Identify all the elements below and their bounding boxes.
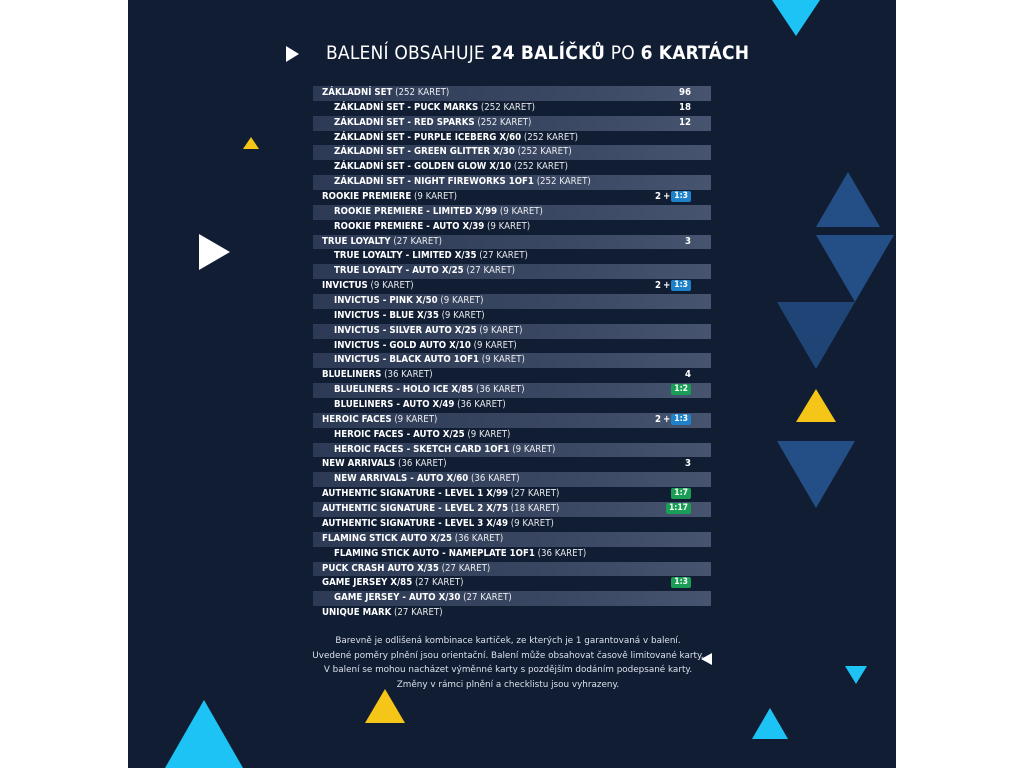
table-row bbox=[313, 413, 711, 428]
row-label bbox=[334, 175, 591, 190]
row-pack-quantity bbox=[666, 502, 691, 517]
row-name: ZÁKLADNÍ SET - PUCK MARKS bbox=[334, 101, 479, 113]
table-row bbox=[313, 190, 711, 205]
row-name: PUCK CRASH AUTO X/35 bbox=[322, 562, 439, 574]
table-row bbox=[313, 368, 711, 383]
row-count: 3 bbox=[684, 235, 691, 247]
row-card-count: (9 KARET) bbox=[391, 413, 438, 425]
row-count: 2 bbox=[655, 413, 662, 425]
plus-sign: + bbox=[663, 280, 671, 292]
row-card-count: (9 KARET) bbox=[479, 354, 525, 366]
row-label bbox=[322, 368, 433, 383]
row-name: HEROIC FACES - AUTO X/25 bbox=[334, 428, 465, 440]
footnote-line-2: Uvedené poměry plnění jsou orientační. Balení může obsahovat časově limitované karty. bbox=[312, 650, 704, 661]
row-name: INVICTUS - PINK X/50 bbox=[334, 295, 438, 307]
row-label bbox=[322, 487, 559, 502]
row-card-count: (9 KARET) bbox=[470, 339, 517, 351]
row-card-count: (27 KARET) bbox=[476, 250, 528, 262]
row-name: AUTHENTIC SIGNATURE - LEVEL 2 X/75 bbox=[322, 503, 509, 515]
checklist-table bbox=[313, 86, 711, 621]
row-pack-quantity bbox=[679, 116, 691, 131]
row-label bbox=[322, 502, 559, 517]
row-card-count: (9 KARET) bbox=[484, 220, 531, 232]
ratio-badge: 1:3 bbox=[671, 577, 691, 588]
row-label bbox=[322, 190, 457, 205]
title-packs: 24 BALÍČKŮ bbox=[490, 42, 606, 64]
table-row bbox=[313, 101, 711, 116]
row-label bbox=[322, 562, 490, 577]
row-card-count: (27 KARET) bbox=[508, 488, 560, 500]
row-name: HEROIC FACES bbox=[322, 413, 392, 425]
row-label bbox=[322, 517, 554, 532]
row-label bbox=[334, 443, 555, 458]
row-pack-quantity bbox=[685, 235, 691, 250]
cyan-triangle-decor-bottom-right bbox=[752, 708, 788, 739]
row-name: INVICTUS - SILVER AUTO X/25 bbox=[334, 324, 477, 336]
row-name: INVICTUS - BLUE X/35 bbox=[334, 309, 439, 321]
table-row bbox=[313, 562, 711, 577]
row-name: ROOKIE PREMIERE - LIMITED X/99 bbox=[334, 205, 498, 217]
row-label bbox=[334, 205, 543, 220]
cyan-triangle-decor-small-right bbox=[845, 666, 867, 684]
row-label bbox=[334, 353, 525, 368]
row-name: AUTHENTIC SIGNATURE - LEVEL 1 X/99 bbox=[322, 488, 509, 500]
row-card-count: (36 KARET) bbox=[534, 547, 587, 559]
row-label bbox=[322, 235, 442, 250]
title-cards: 6 KARTÁCH bbox=[640, 42, 750, 64]
row-card-count: (36 KARET) bbox=[381, 369, 433, 381]
table-row bbox=[313, 428, 711, 443]
row-name: FLAMING STICK AUTO X/25 bbox=[322, 532, 452, 544]
row-card-count: (27 KARET) bbox=[391, 607, 443, 619]
row-name: BLUELINERS - AUTO X/49 bbox=[334, 399, 455, 411]
row-label bbox=[334, 101, 535, 116]
row-label bbox=[334, 591, 512, 606]
table-row bbox=[313, 309, 711, 324]
table-row bbox=[313, 235, 711, 250]
row-card-count: (36 KARET) bbox=[473, 384, 525, 396]
row-card-count: (27 KARET) bbox=[412, 577, 464, 589]
row-card-count: (9 KARET) bbox=[367, 280, 414, 292]
row-pack-quantity bbox=[671, 487, 691, 502]
play-arrow-icon bbox=[286, 46, 299, 62]
row-name: TRUE LOYALTY - AUTO X/25 bbox=[334, 265, 464, 277]
yellow-triangle-decor-bottom bbox=[365, 689, 405, 723]
row-card-count: (27 KARET) bbox=[438, 562, 491, 574]
row-label bbox=[334, 547, 586, 562]
table-row bbox=[313, 205, 711, 220]
table-row bbox=[313, 279, 711, 294]
row-label bbox=[334, 145, 572, 160]
row-name: ZÁKLADNÍ SET - GOLDEN GLOW X/10 bbox=[334, 161, 512, 173]
yellow-triangle-decor-right bbox=[796, 389, 836, 422]
row-card-count: (9 KARET) bbox=[509, 443, 556, 455]
table-row bbox=[313, 517, 711, 532]
row-count: 2 bbox=[655, 280, 662, 292]
row-label bbox=[334, 131, 578, 146]
white-play-triangle-decor bbox=[199, 234, 230, 270]
row-name: GAME JERSEY - AUTO X/30 bbox=[334, 592, 461, 604]
ratio-badge: 1:3 bbox=[671, 191, 691, 202]
blue-triangle-decor-3 bbox=[777, 302, 855, 369]
row-card-count: (252 KARET) bbox=[511, 161, 568, 173]
row-label bbox=[334, 383, 525, 398]
ratio-badge: 1:3 bbox=[671, 280, 691, 291]
row-count: 18 bbox=[678, 101, 691, 113]
table-row bbox=[313, 591, 711, 606]
ratio-badge: 1:17 bbox=[666, 503, 691, 514]
row-label bbox=[322, 576, 464, 591]
row-name: ZÁKLADNÍ SET - PURPLE ICEBERG X/60 bbox=[334, 131, 522, 143]
footnote-line-4: Změny v rámci plnění a checklistu jsou vyhrazeny. bbox=[396, 680, 620, 691]
table-row bbox=[313, 339, 711, 354]
row-card-count: (9 KARET) bbox=[411, 191, 458, 203]
row-card-count: (252 KARET) bbox=[392, 87, 450, 98]
row-label bbox=[322, 457, 447, 472]
row-pack-quantity bbox=[671, 383, 691, 398]
row-count: 96 bbox=[678, 87, 691, 98]
row-card-count: (27 KARET) bbox=[463, 265, 515, 277]
row-name: ZÁKLADNÍ SET - RED SPARKS bbox=[334, 116, 475, 128]
row-card-count: (252 KARET) bbox=[521, 131, 578, 143]
row-card-count: (252 KARET) bbox=[478, 101, 535, 113]
row-pack-quantity bbox=[679, 101, 691, 116]
row-name: ROOKIE PREMIERE bbox=[322, 191, 412, 203]
table-row bbox=[313, 383, 711, 398]
row-card-count: (18 KARET) bbox=[508, 503, 560, 515]
row-label bbox=[322, 532, 503, 547]
row-pack-quantity bbox=[685, 457, 691, 472]
row-label bbox=[334, 324, 522, 339]
table-row bbox=[313, 443, 711, 458]
row-label bbox=[334, 472, 520, 487]
table-row bbox=[313, 532, 711, 547]
row-count: 12 bbox=[678, 116, 691, 128]
row-pack-quantity bbox=[655, 279, 691, 294]
row-card-count: (9 KARET) bbox=[508, 517, 554, 529]
table-row bbox=[313, 324, 711, 339]
row-name: ZÁKLADNÍ SET - NIGHT FIREWORKS 1OF1 bbox=[334, 176, 534, 188]
row-card-count: (36 KARET) bbox=[454, 399, 506, 411]
table-row bbox=[313, 353, 711, 368]
table-row bbox=[313, 398, 711, 413]
row-label bbox=[322, 86, 449, 101]
table-row bbox=[313, 294, 711, 309]
row-label bbox=[322, 606, 443, 621]
row-name: AUTHENTIC SIGNATURE - LEVEL 3 X/49 bbox=[322, 517, 509, 529]
row-card-count: (36 KARET) bbox=[468, 473, 520, 485]
footnote bbox=[308, 634, 708, 693]
ratio-badge: 1:3 bbox=[671, 414, 691, 425]
row-card-count: (36 KARET) bbox=[395, 458, 447, 470]
table-row bbox=[313, 175, 711, 190]
table-row bbox=[313, 472, 711, 487]
row-card-count: (9 KARET) bbox=[437, 295, 484, 307]
table-row bbox=[313, 116, 711, 131]
row-name: INVICTUS - GOLD AUTO X/10 bbox=[334, 339, 471, 351]
table-row bbox=[313, 220, 711, 235]
row-name: BLUELINERS - HOLO ICE X/85 bbox=[334, 384, 474, 396]
row-count: 2 bbox=[655, 191, 662, 203]
row-label bbox=[322, 279, 414, 294]
row-name: ROOKIE PREMIERE - AUTO X/39 bbox=[334, 220, 485, 232]
title-middle: PO bbox=[605, 42, 641, 64]
row-label bbox=[334, 249, 528, 264]
row-label bbox=[334, 160, 568, 175]
row-card-count: (36 KARET) bbox=[451, 532, 504, 544]
blue-triangle-decor-1 bbox=[816, 172, 880, 227]
row-name: BLUELINERS bbox=[322, 369, 382, 381]
row-name: UNIQUE MARK bbox=[322, 607, 392, 619]
row-label bbox=[334, 264, 515, 279]
cyan-triangle-decor-top bbox=[772, 0, 820, 36]
row-name: NEW ARRIVALS bbox=[322, 458, 396, 470]
row-label bbox=[334, 294, 483, 309]
row-label bbox=[334, 398, 506, 413]
row-card-count: (9 KARET) bbox=[476, 324, 523, 336]
row-card-count: (252 KARET) bbox=[514, 146, 572, 158]
row-card-count: (27 KARET) bbox=[460, 592, 512, 604]
table-row bbox=[313, 131, 711, 146]
table-row bbox=[313, 457, 711, 472]
row-card-count: (9 KARET) bbox=[438, 309, 485, 321]
blue-triangle-decor-4 bbox=[777, 441, 855, 508]
row-name: TRUE LOYALTY bbox=[322, 235, 391, 247]
plus-sign: + bbox=[663, 191, 671, 203]
plus-sign: + bbox=[663, 413, 671, 425]
row-name: NEW ARRIVALS - AUTO X/60 bbox=[334, 473, 469, 485]
row-name: ZÁKLADNÍ SET bbox=[322, 87, 393, 98]
table-row bbox=[313, 502, 711, 517]
row-pack-quantity bbox=[655, 413, 691, 428]
row-pack-quantity bbox=[679, 86, 691, 101]
blue-triangle-decor-2 bbox=[816, 235, 894, 302]
table-row bbox=[313, 160, 711, 175]
page-title bbox=[326, 42, 749, 64]
row-pack-quantity bbox=[685, 368, 691, 383]
cyan-triangle-decor-bottom-left bbox=[165, 700, 243, 768]
table-row bbox=[313, 547, 711, 562]
row-card-count: (252 KARET) bbox=[474, 116, 532, 128]
table-row bbox=[313, 606, 711, 621]
table-row bbox=[313, 249, 711, 264]
row-label bbox=[334, 309, 485, 324]
row-card-count: (27 KARET) bbox=[390, 235, 442, 247]
row-name: GAME JERSEY X/85 bbox=[322, 577, 413, 589]
row-label bbox=[334, 339, 517, 354]
row-label bbox=[334, 220, 530, 235]
row-card-count: (252 KARET) bbox=[533, 176, 591, 188]
ratio-badge: 1:2 bbox=[671, 384, 691, 395]
row-label bbox=[322, 413, 437, 428]
footnote-line-1: Barevně je odlišená kombinace kartiček, ze kterých je 1 garantovaná v balení. bbox=[335, 636, 681, 646]
row-name: HEROIC FACES - SKETCH CARD 1OF1 bbox=[334, 443, 510, 455]
title-prefix: BALENÍ OBSAHUJE bbox=[326, 42, 491, 64]
row-card-count: (9 KARET) bbox=[497, 205, 543, 217]
yellow-triangle-decor-small bbox=[243, 137, 259, 149]
table-row bbox=[313, 264, 711, 279]
row-label bbox=[334, 428, 510, 443]
row-count: 3 bbox=[684, 458, 691, 470]
checklist-panel bbox=[128, 0, 896, 768]
row-name: TRUE LOYALTY - LIMITED X/35 bbox=[334, 250, 477, 262]
row-pack-quantity bbox=[671, 576, 691, 591]
table-row bbox=[313, 145, 711, 160]
row-card-count: (9 KARET) bbox=[464, 428, 511, 440]
row-name: INVICTUS bbox=[322, 280, 368, 292]
footnote-line-3: V balení se mohou nacházet výměnné karty s pozdějším dodáním podepsané karty. bbox=[323, 665, 693, 676]
table-row bbox=[313, 576, 711, 591]
table-row bbox=[313, 487, 711, 502]
row-name: FLAMING STICK AUTO - NAMEPLATE 1OF1 bbox=[334, 547, 535, 559]
row-name: ZÁKLADNÍ SET - GREEN GLITTER X/30 bbox=[334, 146, 515, 158]
row-label bbox=[334, 116, 531, 131]
row-pack-quantity bbox=[655, 190, 691, 205]
row-name: INVICTUS - BLACK AUTO 1OF1 bbox=[334, 354, 480, 366]
row-count: 4 bbox=[684, 369, 691, 381]
table-row bbox=[313, 86, 711, 101]
ratio-badge: 1:7 bbox=[671, 488, 691, 499]
